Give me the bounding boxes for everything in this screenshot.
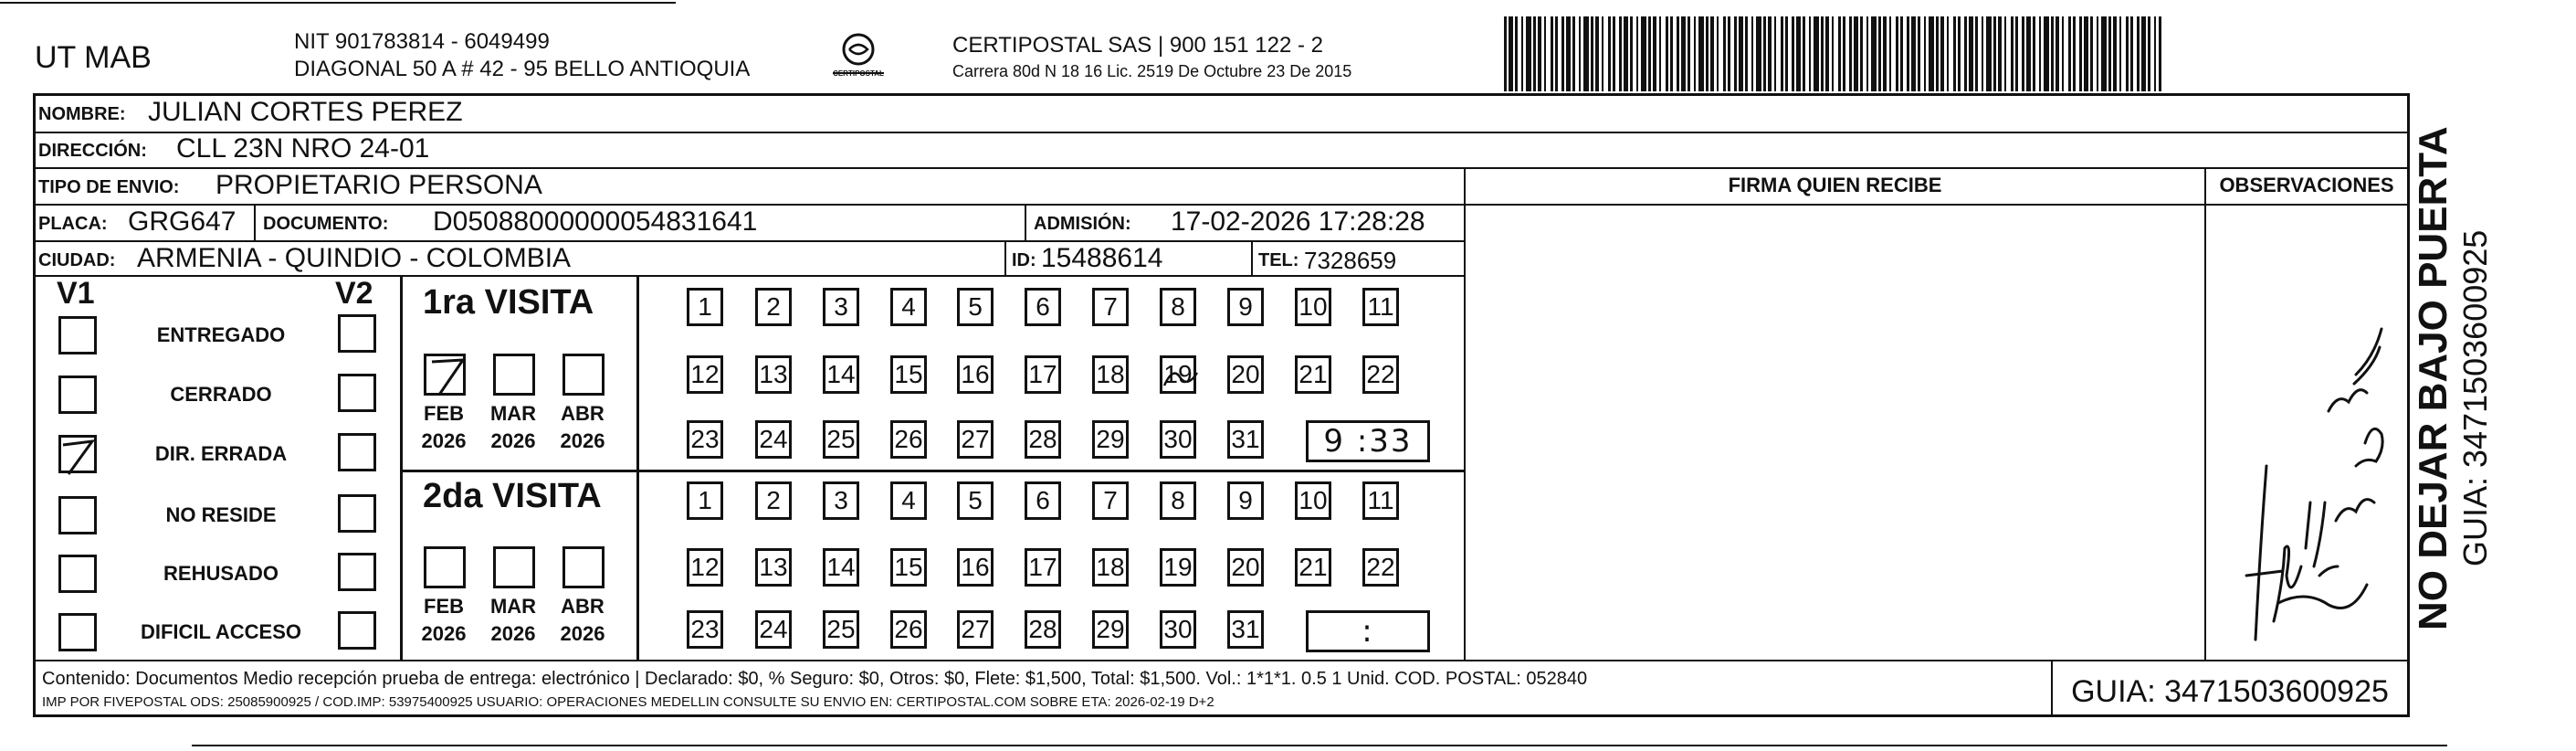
ciudad-label: CIUDAD: — [38, 250, 116, 270]
barcode-bar — [2022, 16, 2024, 91]
direccion-label: DIRECCIÓN: — [38, 141, 147, 161]
status-option-label: DIFICIL ACCESO — [140, 620, 301, 643]
v1-checkbox[interactable] — [58, 555, 97, 593]
barcode-bar — [2044, 16, 2049, 91]
day-box[interactable]: 11 — [1362, 481, 1399, 520]
placa-label: PLACA: — [38, 214, 108, 234]
row-line — [33, 660, 2410, 661]
day-box[interactable]: 9 — [1227, 288, 1264, 326]
barcode-bar — [2154, 16, 2156, 91]
footer-line1: Contenido: Documentos Medio recepción prueba de entrega: electrónico | Declarado: $0, % Seguro: $0, Otros: $0, Flete: $1,500, Total: $1,500. Vol.: 1*1*1. 0.5 1 Unid. COD. POSTAL: 052840 — [42, 669, 1588, 689]
footer-guia: GUIA: 3471503600925 — [2071, 674, 2389, 709]
barcode-bar — [1751, 16, 1753, 91]
barcode-bar — [1792, 16, 1794, 91]
row-line — [33, 204, 1465, 206]
barcode-bar — [1608, 16, 1611, 91]
year-label: 2026 — [560, 429, 605, 452]
obs-header-line — [2206, 204, 2410, 206]
day-box[interactable]: 7 — [1092, 288, 1129, 326]
barcode-bar — [1929, 16, 1934, 91]
barcode-bar — [2073, 16, 2076, 91]
v2-checkbox[interactable] — [338, 611, 376, 650]
month-day-divider — [636, 275, 639, 660]
day-box[interactable]: 30 — [1160, 610, 1196, 649]
status-option-label: CERRADO — [170, 383, 272, 406]
barcode-bar — [1666, 16, 1668, 91]
month-label: MAR — [489, 595, 537, 618]
barcode-bar — [2126, 16, 2129, 91]
barcode-bar — [1854, 16, 1858, 91]
tipo-label: TIPO DE ENVIO: — [38, 177, 180, 197]
day-box[interactable]: 19 — [1160, 355, 1196, 394]
barcode-bar — [2084, 16, 2088, 91]
day-box[interactable]: 1 — [687, 288, 723, 326]
id-value: 15488614 — [1041, 243, 1163, 273]
barcode-bar — [1866, 16, 1868, 91]
day-box[interactable]: 9 — [1227, 481, 1264, 520]
nit-line: NIT 901783814 - 6049499 — [294, 29, 550, 54]
time-value: : — [1362, 613, 1374, 650]
day-box[interactable]: 27 — [957, 420, 994, 459]
barcode-bar — [1653, 16, 1656, 91]
v2-checkbox[interactable] — [338, 433, 376, 471]
day-box[interactable]: 20 — [1227, 548, 1264, 587]
day-box[interactable]: 13 — [755, 355, 792, 394]
month-checkbox[interactable] — [424, 354, 466, 396]
documento-label: DOCUMENTO: — [263, 214, 389, 234]
barcode-bar — [2130, 16, 2133, 91]
day-box[interactable]: 6 — [1025, 481, 1061, 520]
barcode-bar — [1975, 16, 1978, 91]
day-box[interactable]: 5 — [957, 481, 994, 520]
obs-column-divider — [2204, 167, 2206, 660]
month-label: ABR — [561, 595, 605, 618]
barcode-bar — [1896, 16, 1898, 91]
day-box[interactable]: 17 — [1025, 548, 1061, 587]
month-checkbox[interactable] — [563, 354, 605, 396]
barcode-bar — [1659, 16, 1661, 91]
year-label: 2026 — [490, 622, 536, 645]
v1-checkbox[interactable] — [58, 376, 97, 414]
divider — [1251, 240, 1253, 275]
day-box[interactable]: 28 — [1025, 420, 1061, 459]
status-option-label: ENTREGADO — [156, 323, 286, 346]
barcode-bar — [1739, 16, 1743, 91]
v1-label: V1 — [57, 276, 95, 311]
barcode-bar — [1969, 16, 1973, 91]
barcode-bar — [1947, 16, 1949, 91]
barcode-bar — [1526, 16, 1531, 91]
day-box[interactable]: 27 — [957, 610, 994, 649]
side-guia: GUIA: 3471503600925 — [2456, 229, 2494, 566]
barcode-bar — [1982, 16, 1983, 91]
barcode-bar — [1768, 16, 1772, 91]
barcode-bar — [1688, 16, 1690, 91]
day-box[interactable]: 18 — [1092, 548, 1129, 587]
logo-text: CERTIPOSTAL — [833, 69, 884, 78]
barcode-bar — [1785, 16, 1788, 91]
barcode-bar — [2113, 16, 2117, 91]
v2-checkbox[interactable] — [338, 494, 376, 533]
nombre-value: JULIAN CORTES PEREZ — [148, 97, 463, 127]
year-label: 2026 — [421, 622, 467, 645]
day-box[interactable]: 25 — [823, 420, 859, 459]
day-box[interactable]: 22 — [1362, 548, 1399, 587]
barcode-bar — [1613, 16, 1615, 91]
observation-handwriting — [2219, 274, 2402, 658]
direccion-value: CLL 23N NRO 24-01 — [176, 133, 430, 164]
barcode-bar — [1832, 16, 1834, 91]
visit1-title: 1ra VISITA — [423, 283, 594, 322]
barcode-bar — [1504, 16, 1507, 91]
barcode-bar — [2090, 16, 2093, 91]
day-box[interactable]: 11 — [1362, 288, 1399, 326]
barcode-bar — [2026, 16, 2031, 91]
barcode-bar — [1734, 16, 1737, 91]
status-option-label: REHUSADO — [163, 562, 279, 585]
address-line: DIAGONAL 50 A # 42 - 95 BELLO ANTIOQUIA — [294, 57, 751, 81]
day-box[interactable]: 29 — [1092, 610, 1129, 649]
tipo-value: PROPIETARIO PERSONA — [216, 170, 542, 200]
observaciones-header: OBSERVACIONES — [2219, 174, 2394, 196]
barcode-bar — [1809, 16, 1811, 91]
visit2-title: 2da VISITA — [423, 477, 602, 515]
day-box[interactable]: 1 — [687, 481, 723, 520]
barcode-bar — [1940, 16, 1944, 91]
time-box[interactable] — [1306, 610, 1430, 652]
barcode-bar — [1918, 16, 1920, 91]
side-notice: NO DEJAR BAJO PUERTA — [2411, 126, 2455, 630]
barcode-bar — [1821, 16, 1824, 91]
month-label: FEB — [424, 402, 464, 425]
day-box[interactable]: 22 — [1362, 355, 1399, 394]
barcode-bar — [1648, 16, 1651, 91]
barcode-bar — [2015, 16, 2018, 91]
month-label: MAR — [489, 402, 537, 425]
day-box[interactable]: 16 — [957, 355, 994, 394]
barcode-bar — [2056, 16, 2059, 91]
barcode-bar — [1843, 16, 1845, 91]
bottom-rule — [192, 745, 2447, 746]
barcode-bar — [1878, 16, 1881, 91]
barcode-bar — [1900, 16, 1903, 91]
barcode-bar — [1781, 16, 1783, 91]
barcode-bar — [1889, 16, 1891, 91]
year-label: 2026 — [560, 622, 605, 645]
v2-checkbox[interactable] — [338, 374, 376, 412]
barcode-bar — [1619, 16, 1622, 91]
barcode-bar — [1551, 16, 1553, 91]
certipostal-line2: Carrera 80d N 18 16 Lic. 2519 De Octubre 23 De 2015 — [952, 62, 1352, 80]
barcode-bar — [2039, 16, 2041, 91]
barcode-bar — [1814, 16, 1819, 91]
barcode-bar — [2148, 16, 2150, 91]
day-box[interactable]: 20 — [1227, 355, 1264, 394]
barcode-bar — [1509, 16, 1513, 91]
barcode-bar — [1763, 16, 1766, 91]
day-box[interactable]: 23 — [687, 610, 723, 649]
year-label: 2026 — [490, 429, 536, 452]
barcode-bar — [2101, 16, 2107, 91]
month-label: FEB — [424, 595, 464, 618]
barcode-bar — [1728, 16, 1730, 91]
month-checkbox[interactable] — [563, 546, 605, 588]
divider — [1004, 240, 1006, 275]
barcode-bar — [1583, 16, 1589, 91]
day-box[interactable]: 15 — [890, 548, 927, 587]
barcode-bar — [2068, 16, 2071, 91]
barcode-bar — [2033, 16, 2035, 91]
year-label: 2026 — [421, 429, 467, 452]
day-box[interactable]: 21 — [1295, 548, 1331, 587]
status-option-label: DIR. ERRADA — [154, 442, 288, 465]
barcode-bar — [1636, 16, 1638, 91]
day-box[interactable]: 10 — [1295, 288, 1331, 326]
nombre-label: NOMBRE: — [38, 104, 126, 124]
barcode-bar — [1871, 16, 1877, 91]
documento-value: D05088000000054831641 — [433, 206, 758, 237]
v2-label: V2 — [335, 276, 373, 311]
day-box[interactable]: 24 — [755, 610, 792, 649]
day-box[interactable]: 14 — [823, 355, 859, 394]
v1-checkbox[interactable] — [58, 435, 97, 473]
status-panel-divider — [400, 275, 403, 660]
barcode-bar — [2108, 16, 2111, 91]
day-box[interactable]: 17 — [1025, 355, 1061, 394]
day-box[interactable]: 21 — [1295, 355, 1331, 394]
barcode-bar — [1723, 16, 1726, 91]
admision-value: 17-02-2026 17:28:28 — [1171, 206, 1425, 237]
barcode-bar — [1630, 16, 1633, 91]
day-box[interactable]: 30 — [1160, 420, 1196, 459]
divider — [254, 204, 256, 240]
barcode-bar — [1521, 16, 1523, 91]
visit-divider — [403, 470, 1464, 472]
day-box[interactable]: 19 — [1160, 548, 1196, 587]
barcode-bar — [1953, 16, 1956, 91]
day-box[interactable]: 8 — [1160, 481, 1196, 520]
barcode-bar — [2159, 16, 2161, 91]
barcode-bar — [1860, 16, 1863, 91]
barcode-bar — [2137, 16, 2140, 91]
barcode-bar — [1706, 16, 1709, 91]
status-option-label: NO RESIDE — [165, 503, 277, 526]
barcode-bar — [2004, 16, 2006, 91]
barcode-bar — [1774, 16, 1776, 91]
divider — [1025, 204, 1026, 240]
barcode-bar — [1677, 16, 1679, 91]
top-rule — [0, 2, 676, 4]
month-checkbox[interactable] — [493, 546, 535, 588]
barcode-bar — [1595, 16, 1599, 91]
barcode — [1504, 16, 2161, 91]
day-box[interactable]: 14 — [823, 548, 859, 587]
barcode-bar — [1907, 16, 1909, 91]
barcode-bar — [2011, 16, 2013, 91]
barcode-bar — [1694, 16, 1696, 91]
barcode-bar — [1838, 16, 1841, 91]
v2-checkbox[interactable] — [338, 553, 376, 591]
barcode-bar — [1849, 16, 1852, 91]
v2-checkbox[interactable] — [338, 314, 376, 353]
day-box[interactable]: 31 — [1227, 610, 1264, 649]
day-box[interactable]: 13 — [755, 548, 792, 587]
day-box[interactable]: 15 — [890, 355, 927, 394]
barcode-bar — [1555, 16, 1558, 91]
barcode-bar — [1756, 16, 1761, 91]
row-line — [33, 275, 1465, 277]
barcode-bar — [2079, 16, 2082, 91]
day-box[interactable]: 4 — [890, 481, 927, 520]
day-box[interactable]: 23 — [687, 420, 723, 459]
day-box[interactable]: 6 — [1025, 288, 1061, 326]
barcode-bar — [1911, 16, 1916, 91]
day-box[interactable]: 7 — [1092, 481, 1129, 520]
day-box[interactable]: 3 — [823, 481, 859, 520]
barcode-bar — [1958, 16, 1961, 91]
barcode-bar — [1579, 16, 1581, 91]
barcode-bar — [2141, 16, 2146, 91]
firma-header: FIRMA QUIEN RECIBE — [1728, 174, 1942, 196]
day-box[interactable]: 3 — [823, 288, 859, 326]
barcode-bar — [1538, 16, 1541, 91]
v1-checkbox[interactable] — [58, 613, 97, 651]
barcode-bar — [1710, 16, 1714, 91]
day-box[interactable]: 10 — [1295, 481, 1331, 520]
certipostal-line1: CERTIPOSTAL SAS | 900 151 122 - 2 — [952, 33, 1323, 58]
barcode-bar — [1936, 16, 1939, 91]
ciudad-value: ARMENIA - QUINDIO - COLOMBIA — [137, 243, 572, 273]
barcode-bar — [1717, 16, 1719, 91]
barcode-bar — [1924, 16, 1926, 91]
day-box[interactable]: 18 — [1092, 355, 1129, 394]
barcode-bar — [1624, 16, 1628, 91]
placa-value: GRG647 — [128, 206, 237, 237]
barcode-bar — [1803, 16, 1805, 91]
v1-checkbox[interactable] — [58, 316, 97, 354]
row-line — [33, 167, 2410, 169]
barcode-bar — [1681, 16, 1686, 91]
barcode-bar — [1515, 16, 1518, 91]
barcode-bar — [1993, 16, 1996, 91]
barcode-bar — [1544, 16, 1546, 91]
barcode-bar — [1998, 16, 2002, 91]
footer-line2: IMP POR FIVEPOSTAL ODS: 25085900925 / COD.IMP: 53975400925 USUARIO: OPERACIONES MEDELLIN CONSULTE SU ENVIO EN: CERTIPOSTAL.COM SOBRE ETA: 2026-02-19 D+2 — [42, 694, 1214, 710]
row-line — [33, 240, 1465, 242]
barcode-bar — [1745, 16, 1748, 91]
barcode-bar — [2062, 16, 2064, 91]
barcode-bar — [1698, 16, 1704, 91]
day-box[interactable]: 5 — [957, 288, 994, 326]
day-box[interactable]: 26 — [890, 610, 927, 649]
barcode-bar — [2119, 16, 2121, 91]
barcode-bar — [1796, 16, 1801, 91]
month-checkbox[interactable] — [493, 354, 535, 396]
barcode-bar — [1883, 16, 1887, 91]
day-box[interactable]: 8 — [1160, 288, 1196, 326]
barcode-bar — [2051, 16, 2054, 91]
certipostal-logo — [831, 31, 886, 82]
barcode-bar — [1561, 16, 1564, 91]
day-box[interactable]: 28 — [1025, 610, 1061, 649]
barcode-bar — [1566, 16, 1571, 91]
barcode-bar — [1825, 16, 1829, 91]
time-value: 9 :33 — [1323, 423, 1413, 460]
barcode-bar — [1572, 16, 1575, 91]
tel-value: 7328659 — [1304, 247, 1397, 274]
day-box[interactable]: 31 — [1227, 420, 1264, 459]
day-box[interactable]: 4 — [890, 288, 927, 326]
admision-label: ADMISIÓN: — [1034, 214, 1131, 234]
day-box[interactable]: 12 — [687, 548, 723, 587]
id-label: ID: — [1012, 250, 1036, 270]
tel-label: TEL: — [1258, 250, 1299, 270]
barcode-bar — [2097, 16, 2098, 91]
day-box[interactable]: 2 — [755, 288, 792, 326]
day-box[interactable]: 26 — [890, 420, 927, 459]
barcode-bar — [1533, 16, 1536, 91]
day-box[interactable]: 2 — [755, 481, 792, 520]
day-box[interactable]: 12 — [687, 355, 723, 394]
day-box[interactable]: 16 — [957, 548, 994, 587]
barcode-bar — [1964, 16, 1967, 91]
month-label: ABR — [561, 402, 605, 425]
day-box[interactable]: 25 — [823, 610, 859, 649]
barcode-bar — [1591, 16, 1593, 91]
time-box[interactable] — [1306, 420, 1430, 462]
v1-checkbox[interactable] — [58, 496, 97, 534]
day-box[interactable]: 29 — [1092, 420, 1129, 459]
day-box[interactable]: 24 — [755, 420, 792, 459]
month-checkbox[interactable] — [424, 546, 466, 588]
barcode-bar — [1641, 16, 1646, 91]
barcode-bar — [1670, 16, 1673, 91]
company-name: UT MAB — [35, 40, 152, 75]
barcode-bar — [1602, 16, 1603, 91]
barcode-bar — [1986, 16, 1992, 91]
firma-column-divider — [1464, 167, 1466, 660]
